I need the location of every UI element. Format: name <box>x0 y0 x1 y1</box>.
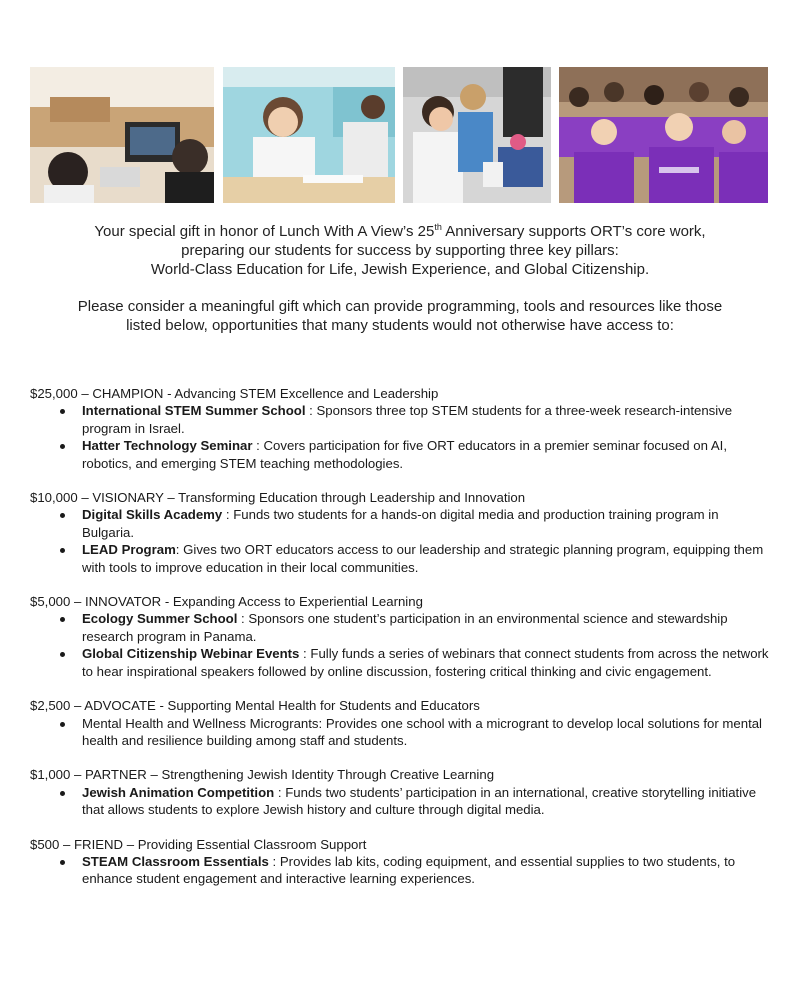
photo-girl-writing <box>223 67 395 203</box>
list-item: International STEM Summer School : Sponsors three top STEM students for a three-week research-intensive program in Israel. <box>30 402 770 437</box>
tier-heading: $10,000 – VISIONARY – Transforming Education through Leadership and Innovation <box>30 490 526 506</box>
item-title: Digital Skills Academy <box>82 507 223 523</box>
item-description: Funds two students’ participation in an international, creative storytelling initiative that allows students to explore Jewish history and culture through digital media. <box>82 784 757 818</box>
tier-heading: $1,000 – PARTNER – Strengthening Jewish Identity Through Creative Learning <box>30 767 495 783</box>
list-item: STEAM Classroom Essentials : Provides lab kits, coding equipment, and essential supplies to two students, to enhance student engagement and interactive learning experiences. <box>30 853 770 888</box>
item-title: Mental Health and Wellness Microgrants <box>82 715 319 731</box>
intro-line-1: Your special gift in honor of Lunch With A View’s 25th Anniversary supports ORT’s core work, <box>94 222 706 240</box>
photo-students-robot <box>30 67 214 203</box>
intro-line-3: World-Class Education for Life, Jewish Experience, and Global Citizenship. <box>150 261 650 278</box>
item-description: Sponsors three top STEM students for a three-week research-intensive program in Israel. <box>82 403 733 436</box>
item-title: Hatter Technology Seminar <box>82 438 253 454</box>
intro-request-paragraph <box>30 297 770 335</box>
item-title: STEAM Classroom Essentials <box>82 853 269 869</box>
request-line-2: listed below, opportunities that many students would not otherwise have access to: <box>126 317 674 334</box>
item-description: Funds two students for a hands-on digital media and production training program in Bulgaria. <box>82 507 719 540</box>
photo-strip <box>30 67 768 203</box>
request-line-1: Please consider a meaningful gift which can provide programming, tools and resources like those <box>77 298 723 315</box>
list-item: Hatter Technology Seminar : Covers participation for five ORT educators in a premier seminar focused on AI, robotics, and emerging STEM teaching methodologies. <box>30 437 770 472</box>
tier-partner <box>30 766 770 818</box>
item-title: LEAD Program <box>82 542 176 558</box>
intro-paragraph <box>30 218 770 279</box>
tier-heading: $500 – FRIEND – Providing Essential Classroom Support <box>30 836 367 852</box>
list-item: Jewish Animation Competition : Funds two students’ participation in an international, creative storytelling initiative that allows students to explore Jewish history and culture through digital media. <box>30 784 770 819</box>
item-title: Jewish Animation Competition <box>82 784 275 800</box>
tier-friend <box>30 836 770 888</box>
item-title: Ecology Summer School <box>82 611 238 627</box>
intro-line-2: preparing our students for success by supporting three key pillars: <box>181 242 619 259</box>
superscript-th: th <box>434 222 442 232</box>
tier-heading: $5,000 – INNOVATOR - Expanding Access to Experiential Learning <box>30 594 423 610</box>
list-item: Ecology Summer School : Sponsors one student’s participation in an environmental science and stewardship research program in Panama. <box>30 610 770 645</box>
giving-tiers <box>30 385 770 905</box>
list-item: Digital Skills Academy : Funds two students for a hands-on digital media and production training program in Bulgaria. <box>30 506 770 541</box>
list-item: Mental Health and Wellness Microgrants: Provides one school with a microgrant to develop local solutions for mental health and resilience building among staff and students. <box>30 715 770 750</box>
tier-heading: $2,500 – ADVOCATE - Supporting Mental Health for Students and Educators <box>30 698 480 714</box>
tier-advocate <box>30 697 770 749</box>
list-item: LEAD Program: Gives two ORT educators access to our leadership and strategic planning program, equipping them with tools to improve education in their local communities. <box>30 541 770 576</box>
photo-ecology-students <box>559 67 768 203</box>
item-description: Fully funds a series of webinars that connect students from across the network to hear inspirational speakers followed by online discussion, fostering critical thinking and civic engagement. <box>82 646 769 679</box>
list-item: Global Citizenship Webinar Events : Fully funds a series of webinars that connect students from across the network to hear inspirational speakers followed by online discussion, fostering critical thinking and civic engagement. <box>30 645 770 680</box>
tier-heading: $25,000 – CHAMPION - Advancing STEM Excellence and Leadership <box>30 386 439 401</box>
tier-champion <box>30 385 770 472</box>
item-description: Gives two ORT educators access to our leadership and strategic planning program, equipping them with tools to improve education in their local communities. <box>82 542 764 575</box>
tier-innovator <box>30 593 770 680</box>
item-description: Provides lab kits, coding equipment, and essential supplies to two students, to enhance student engagement and interactive learning experiences. <box>82 853 736 887</box>
item-description: Sponsors one student’s participation in an environmental science and stewardship research program in Panama. <box>82 611 728 644</box>
tier-visionary <box>30 489 770 576</box>
photo-science-experiment <box>403 67 551 203</box>
item-description: Covers participation for five ORT educators in a premier seminar focused on AI, robotics, and emerging STEM teaching methodologies. <box>82 438 727 471</box>
item-title: Global Citizenship Webinar Events <box>82 646 300 662</box>
item-title: International STEM Summer School <box>82 403 306 419</box>
item-description: Provides one school with a microgrant to develop local solutions for mental health and resilience building among staff and students. <box>82 715 762 748</box>
